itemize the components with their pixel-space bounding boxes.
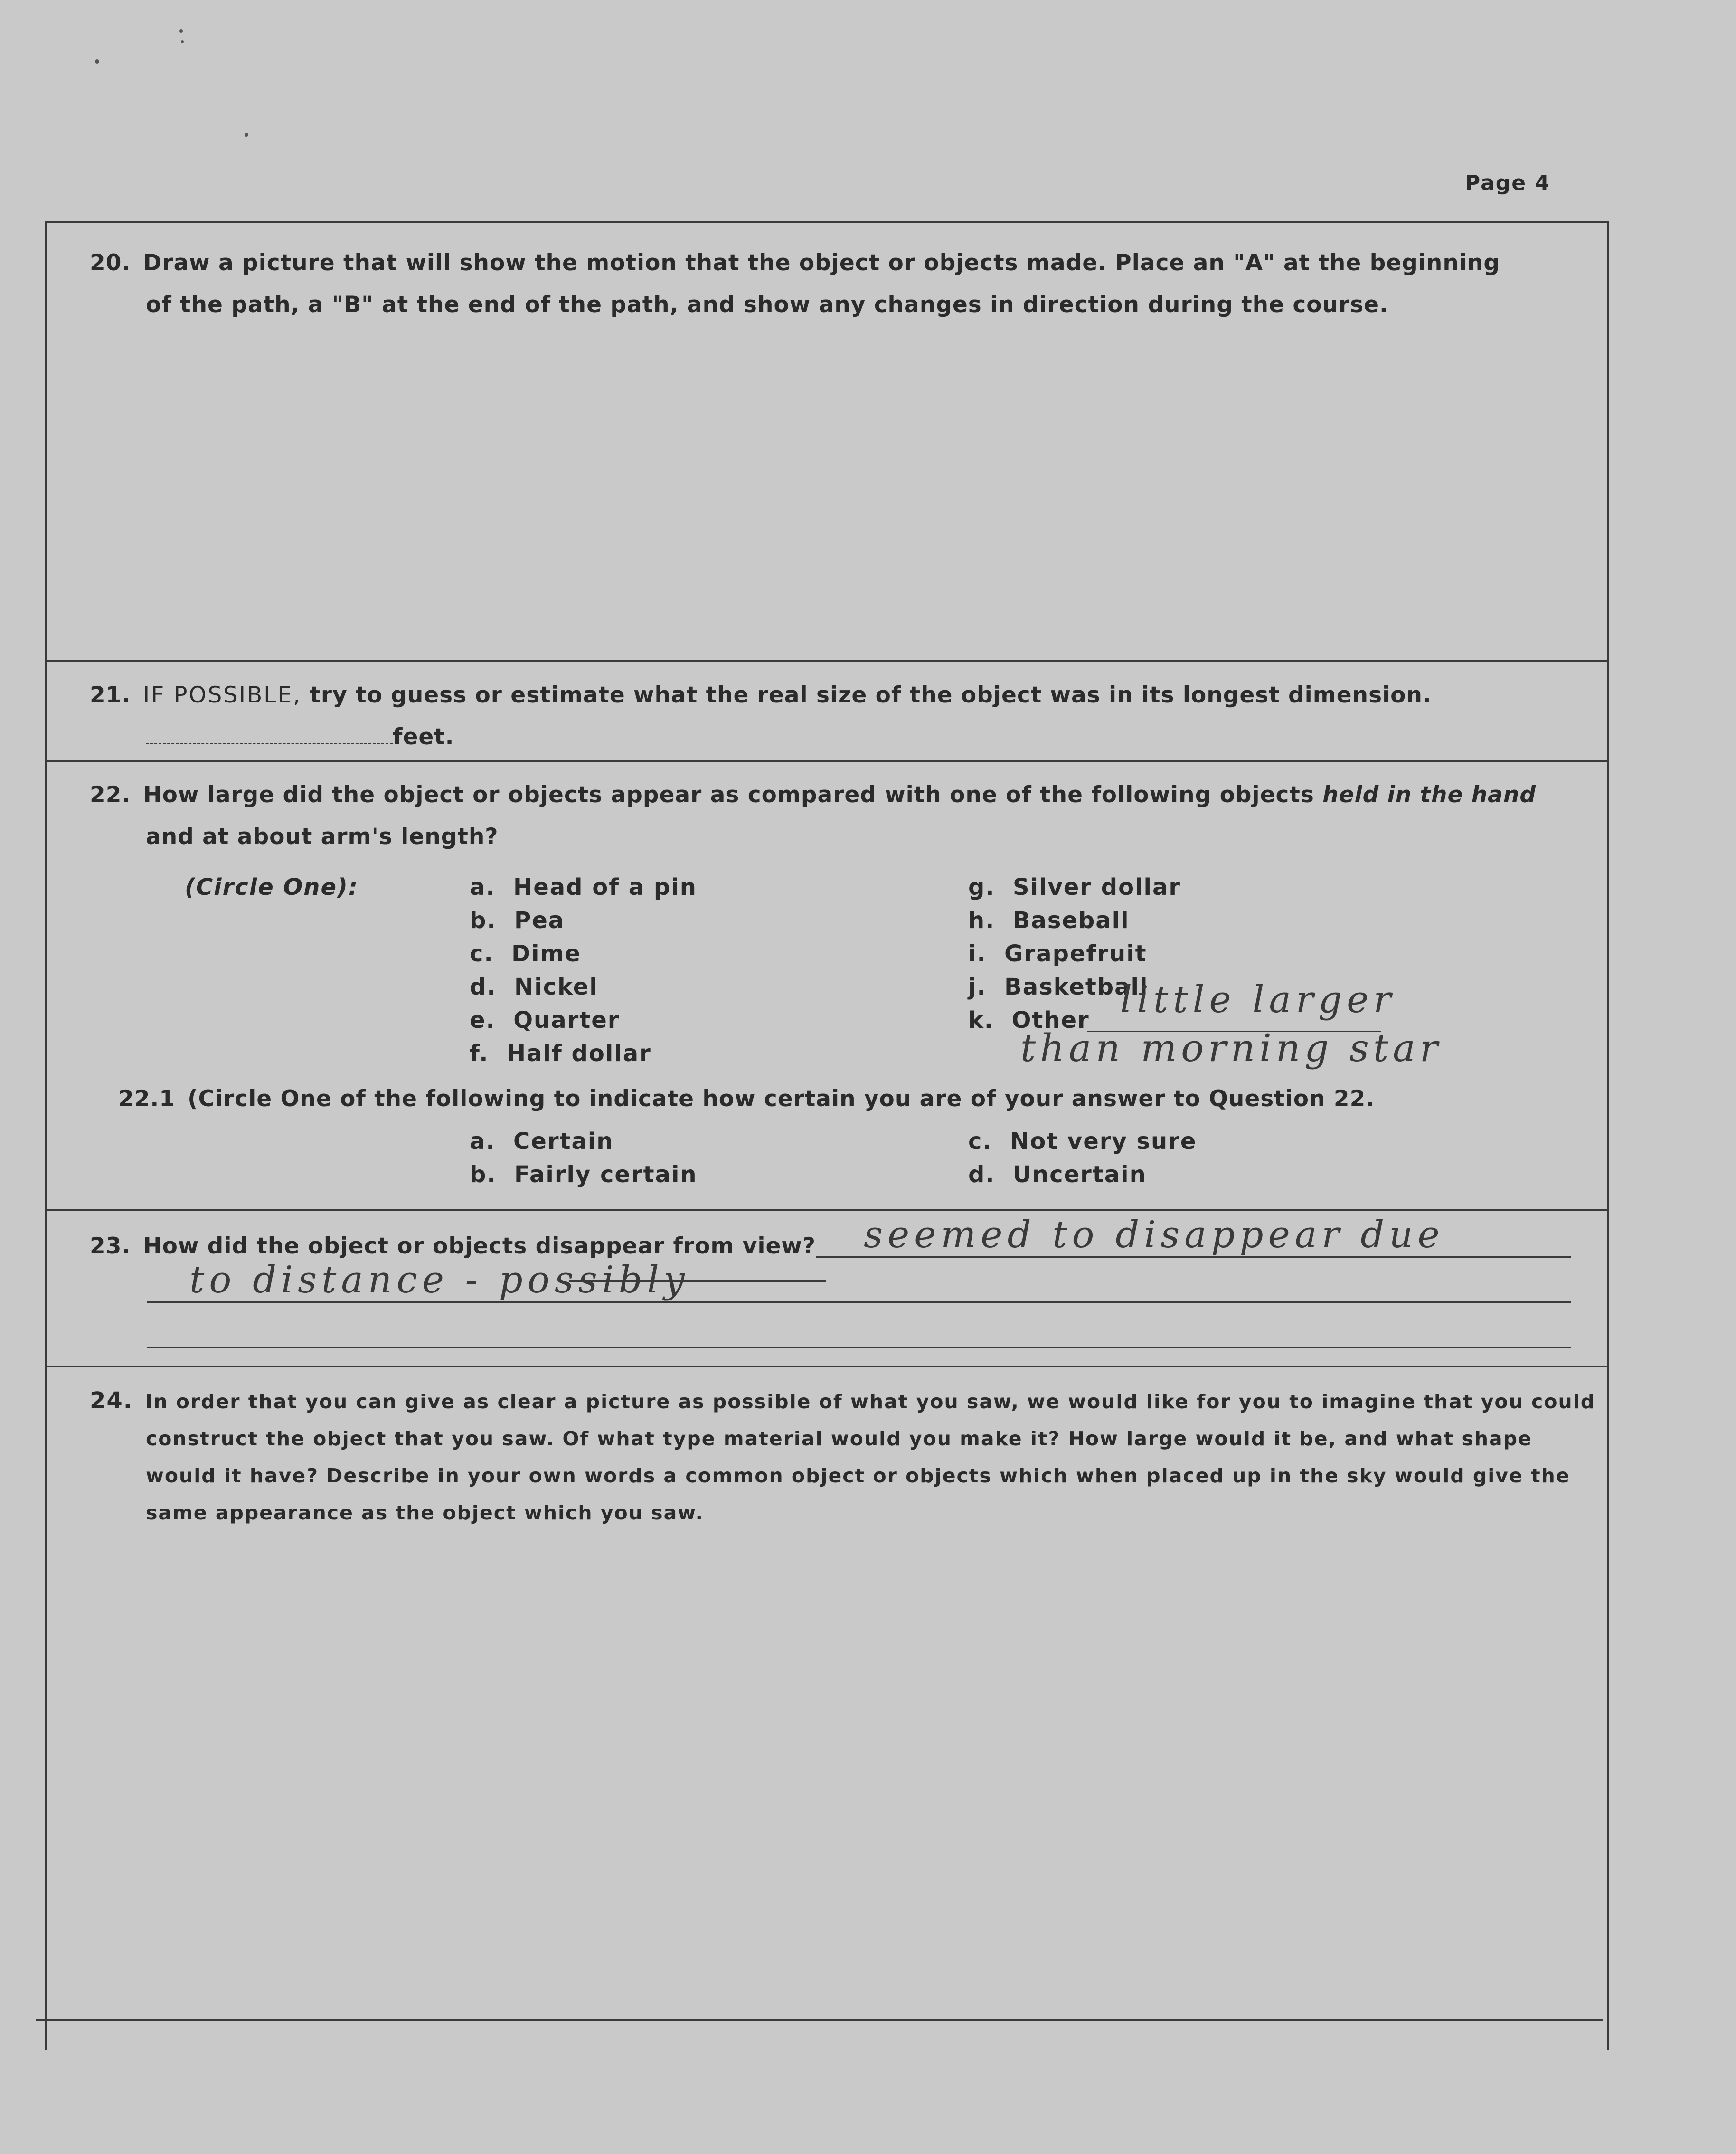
option-label: Silver dollar (1013, 874, 1181, 901)
option-letter: d. (470, 974, 497, 1000)
size-option[interactable] (968, 874, 1181, 901)
question-20-drawing-area[interactable] (66, 332, 1585, 617)
option-letter: c. (968, 1128, 992, 1155)
page-number: Page 4 (1465, 171, 1551, 195)
question-22-line-2: and at about arm's length? (146, 824, 499, 850)
scan-speck (181, 40, 184, 43)
question-22-text: How large did the object or objects appear as compared with one of the following objects (143, 782, 1314, 808)
question-20-line-2: of the path, a "B" at the end of the path, and show any changes in direction during the course. (146, 292, 1388, 318)
question-24-line-2: construct the object that you saw. Of what type material would you make it? How large would it be, and what shape (146, 1427, 1532, 1450)
size-option[interactable] (470, 874, 697, 901)
question-23-number: 23. (90, 1233, 131, 1259)
question-22 (90, 774, 1609, 858)
size-option[interactable] (470, 907, 565, 934)
option-letter: i. (968, 940, 987, 967)
size-estimate-field[interactable] (146, 738, 393, 744)
strikethrough-mark (569, 1280, 826, 1282)
other-answer-handwriting-2[interactable]: than morning star (1020, 1026, 1442, 1070)
circle-one-instruction: (Circle One): (185, 874, 359, 901)
option-letter: d. (968, 1161, 995, 1188)
question-20 (90, 242, 1600, 326)
question-21-lead: IF POSSIBLE, (143, 682, 302, 708)
question-24-answer-area[interactable] (66, 1544, 1585, 2019)
question-23-text: How did the object or objects disappear from view? (143, 1233, 816, 1259)
option-letter: c. (470, 940, 494, 967)
size-option[interactable] (470, 1040, 651, 1067)
option-letter: g. (968, 874, 995, 901)
question-24-line-3: would it have? Describe in your own words a common object or objects which when placed up in the sky would give the (146, 1464, 1570, 1487)
question-20-line-1: Draw a picture that will show the motion that the object or objects made. Place an "A" at the beginning (143, 250, 1500, 276)
option-label: Dime (511, 940, 581, 967)
option-label: Uncertain (1013, 1161, 1147, 1188)
question-20-number: 20. (90, 250, 131, 276)
option-label: Basketball (1004, 974, 1149, 1000)
option-letter: h. (968, 907, 995, 934)
option-letter: b. (470, 1161, 497, 1188)
size-option[interactable] (470, 940, 581, 967)
certainty-option[interactable] (968, 1161, 1147, 1188)
option-label: Other (1011, 1007, 1090, 1034)
divider (47, 1209, 1607, 1211)
question-24-line-4: same appearance as the object which you saw. (146, 1501, 704, 1524)
question-21-unit: feet. (393, 724, 454, 750)
question-21-text: try to guess or estimate what the real size of the object was in its longest dimension. (310, 682, 1432, 708)
option-letter: a. (470, 1128, 496, 1155)
question-21 (90, 674, 1600, 758)
question-22-1-number: 22.1 (118, 1086, 175, 1112)
other-answer-handwriting-1[interactable]: little larger (1120, 978, 1396, 1021)
option-label: Nickel (514, 974, 598, 1000)
disappear-answer-line-2 (147, 1301, 1571, 1303)
question-24-line-1: In order that you can give as clear a picture as possible of what you saw, we would like for you to imagine that you could (145, 1390, 1596, 1413)
option-letter: e. (470, 1007, 496, 1034)
disappear-answer-handwriting-1[interactable]: seemed to disappear due (864, 1214, 1444, 1256)
size-option[interactable] (968, 907, 1130, 934)
divider (47, 660, 1607, 662)
form-bottom-border (36, 2019, 1603, 2021)
option-letter: a. (470, 874, 496, 901)
size-option[interactable] (470, 1007, 620, 1034)
option-label: Quarter (513, 1007, 620, 1034)
size-option[interactable] (968, 940, 1147, 967)
option-letter: j. (968, 974, 987, 1000)
disappear-answer-line-1 (816, 1256, 1571, 1258)
questionnaire-form (45, 221, 1609, 2050)
option-label: Head of a pin (513, 874, 697, 901)
certainty-option[interactable] (968, 1128, 1197, 1155)
question-22-text-italic: held in the hand (1322, 782, 1537, 808)
question-21-number: 21. (90, 682, 131, 708)
certainty-option[interactable] (470, 1161, 698, 1188)
question-22-1-text: (Circle One of the following to indicate how certain you are of your answer to Question 22. (187, 1086, 1375, 1112)
divider (47, 1366, 1607, 1367)
certainty-option[interactable] (470, 1128, 613, 1155)
scan-speck (245, 133, 248, 137)
option-letter: k. (968, 1007, 994, 1034)
option-label: Certain (513, 1128, 614, 1155)
option-label: Half dollar (506, 1040, 651, 1067)
option-letter: f. (470, 1040, 489, 1067)
question-22-number: 22. (90, 782, 131, 808)
question-22-1 (118, 1078, 1590, 1120)
scan-speck (95, 59, 99, 64)
question-24-number: 24. (90, 1387, 133, 1414)
question-24 (90, 1382, 1604, 1531)
size-option[interactable] (470, 974, 598, 1000)
divider (47, 760, 1607, 762)
option-label: Fairly certain (514, 1161, 698, 1188)
disappear-answer-handwriting-2[interactable]: to distance - possibly (189, 1259, 689, 1301)
disappear-answer-line-3 (147, 1347, 1571, 1348)
option-label: Baseball (1012, 907, 1130, 934)
option-label: Grapefruit (1004, 940, 1147, 967)
option-label: Pea (514, 907, 565, 934)
scan-speck (179, 29, 183, 33)
option-letter: b. (470, 907, 497, 934)
option-label: Not very sure (1010, 1128, 1197, 1155)
